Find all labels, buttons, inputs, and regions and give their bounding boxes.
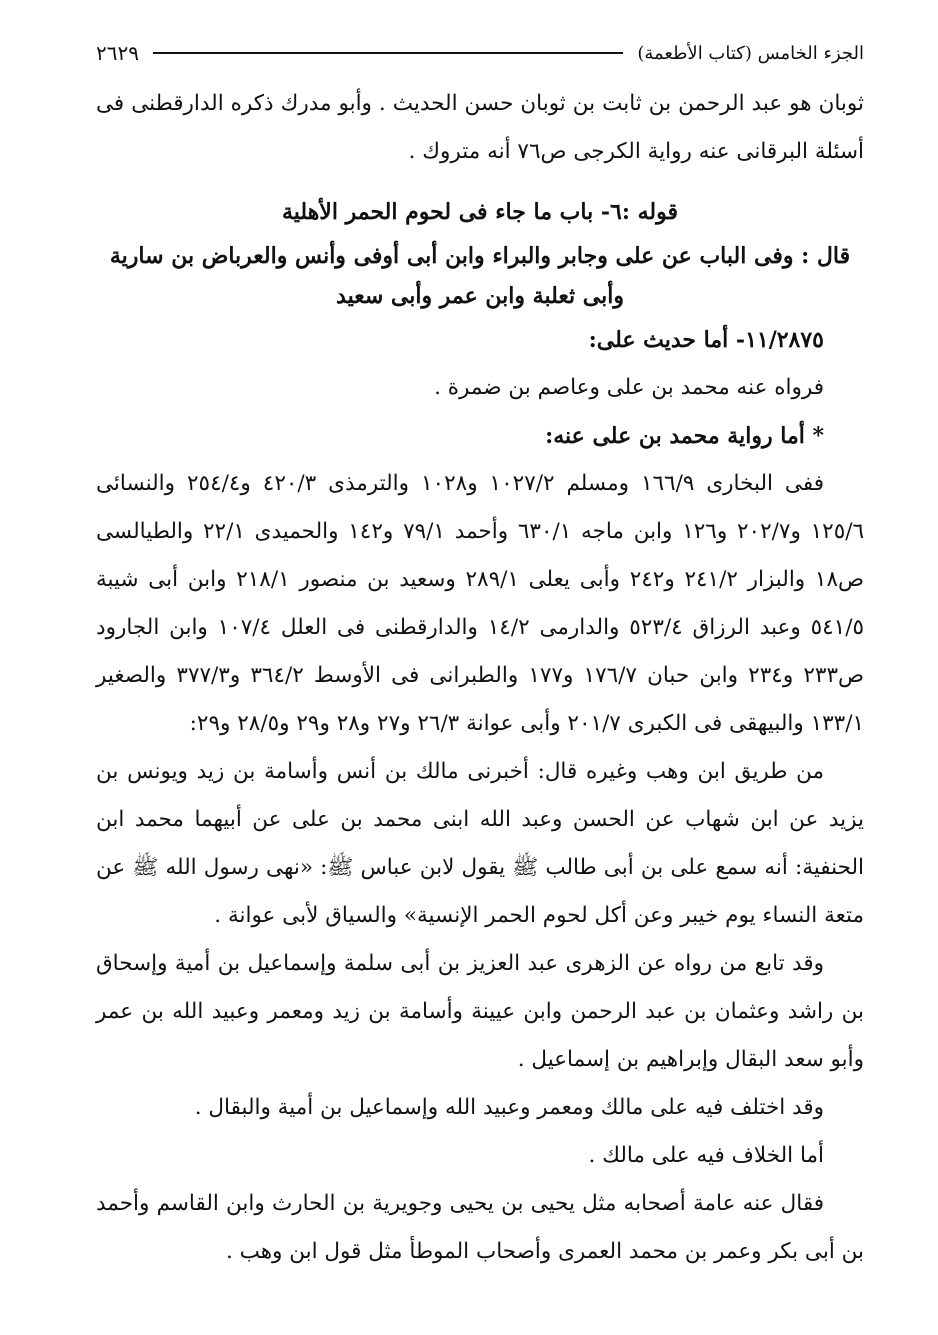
narrators-line: فرواه عنه محمد بن على وعاصم بن ضمرة . [434,375,824,400]
chapter-statement: قال : وفى الباب عن على وجابر والبراء وابن أبى أوفى وأنس والعرباض بن سارية وأبى ثعلبة وابن عمر وأبى سعيد [109,243,851,309]
disagreement-paragraph: وقد اختلف فيه على مالك ومعمر وعبيد الله وإسماعيل بن أمية والبقال . [194,1095,824,1120]
subheading: * أما رواية محمد بن على عنه: [545,423,824,449]
section-heading: ١١/٢٨٧٥- أما حديث على: [588,327,824,353]
header-title: الجزء الخامس (كتاب الأطعمة) [637,42,864,64]
followers-paragraph: وقد تابع من رواه عن الزهرى عبد العزيز بن أبى سلمة وإسماعيل بن أمية وإسحاق بن راشد وعثمان بن عبد الرحمن وابن عيينة وأسامة بن زيد ومعمر وعبيد الله بن عمر وأبو سعد البقال وإبراهيم بن إسماعيل . [96,951,864,1072]
header-rule [153,52,623,54]
page-number: ٢٦٢٩ [96,41,139,65]
intro-paragraph: ثوبان هو عبد الرحمن بن ثابت بن ثوبان حسن الحديث . وأبو مدرك ذكره الدارقطنى فى أسئلة البرقانى عنه رواية الكرجى ص٧٦ أنه متروك . [96,91,864,164]
isnad-paragraph: من طريق ابن وهب وغيره قال: أخبرنى مالك بن أنس وأسامة بن زيد ويونس بن يزيد عن ابن شهاب عن الحسن وعبد الله ابنى محمد بن على عن أبيهما محمد ابن الحنفية: أنه سمع على بن أبى طالب ﷺ يقول لابن عباس ﷺ: «نهى رسول الله ﷺ عن متعة النساء يوم خيبر وعن أكل لحوم الحمر الإنسية» والسياق لأبى عوانة . [96,759,864,928]
running-header [96,38,864,68]
malik-disagreement-line: أما الخلاف فيه على مالك . [588,1143,824,1168]
chapter-title: قوله :٦- باب ما جاء فى لحوم الحمر الأهلية [281,199,678,225]
companions-paragraph: فقال عنه عامة أصحابه مثل يحيى بن يحيى وجويرية بن الحارث وابن القاسم وأحمد بن أبى بكر وعمر بن محمد العمرى وأصحاب الموطأ مثل قول ابن وهب . [96,1191,864,1264]
references-paragraph: ففى البخارى ١٦٦/٩ ومسلم ١٠٢٧/٢ و١٠٢٨ والترمذى ٤٢٠/٣ و٢٥٤/٤ والنسائى ١٢٥/٦ و٢٠٢/٧ و١٢٦ وابن ماجه ٦٣٠/١ وأحمد ٧٩/١ و١٤٢ والحميدى ٢٢/١ والطيالسى ص١٨ والبزار ٢٤١/٢ و٢٤٢ وأبى يعلى ٢٨٩/١ وسعيد بن منصور ٢١٨/١ وابن أبى شيبة ٥٤١/٥ وعبد الرزاق ٥٢٣/٤ والدارمى ١٤/٢ والدارقطنى فى العلل ١٠٧/٤ وابن الجارود ص٢٣٣ و٢٣٤ وابن حبان ١٧٦/٧ و١٧٧ والطبرانى فى الأوسط ٣٦٤/٢ و٣٧٧/٣ والصغير ١٣٣/١ والبيهقى فى الكبرى ٢٠١/٧ وأبى عوانة ٢٦/٣ و٢٧ و٢٨ و٢٩ و٢٨/٥ و٢٩: [96,471,865,736]
